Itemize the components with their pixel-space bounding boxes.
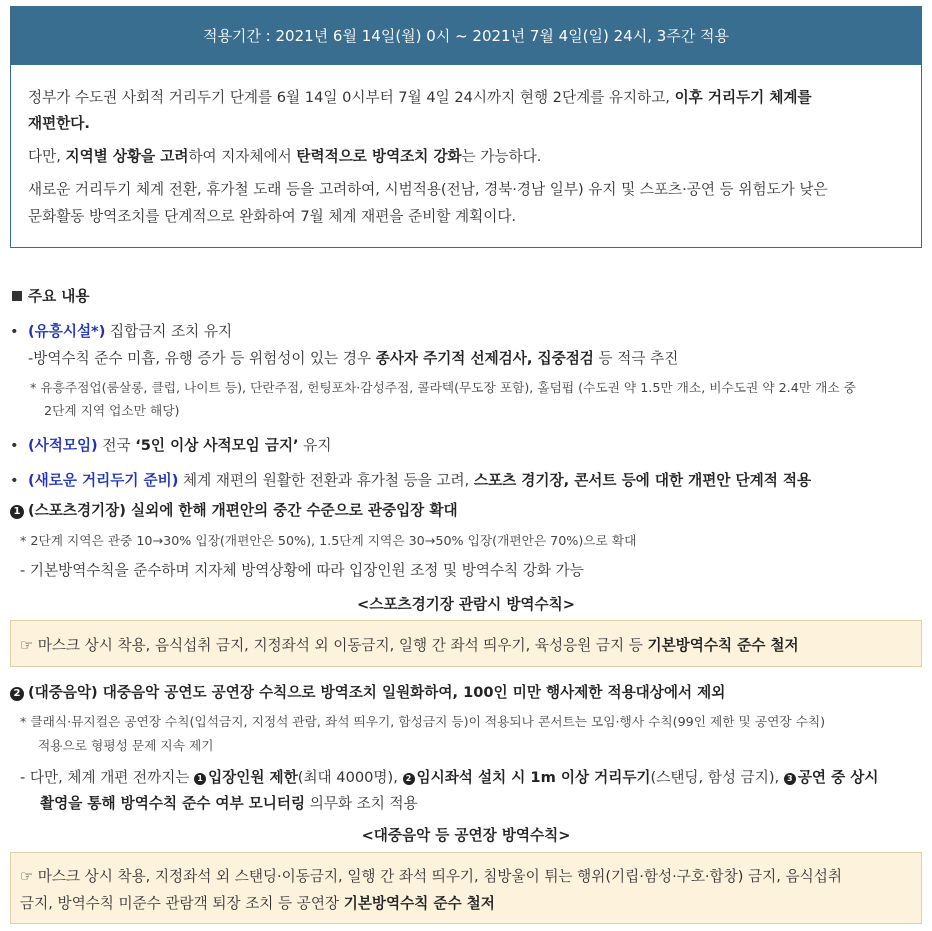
music-dash: - 다만, 체계 개편 전까지는 1 입장인원 제한(최대 4000명), 2 임시좌석 설치 시 1m 이상 거리두기(스탠딩, 함성 금지), 3 공연 중 상시	[20, 769, 879, 786]
number-2-icon: 2	[10, 687, 24, 701]
summary-paragraph-3: 새로운 거리두기 체계 전환, 휴가철 도래 등을 고려하여, 시범적용(전남, 경북·경남 일부) 유지 및 스포츠·공연 등 위험도가 낮은	[28, 181, 828, 198]
item-entertainment-note-cont: 2단계 지역 업소만 해당)	[44, 403, 180, 418]
music-rules-text: ☞ 마스크 상시 착용, 지정좌석 외 스탠딩·이동금지, 일행 간 좌석 띄우기, 침방울이 튀는 행위(기립·함성·구호·합창) 금지, 음식섭취	[20, 868, 842, 885]
item-entertainment-note: * 유흥주점업(룸살롱, 클럽, 나이트 등), 단란주점, 헌팅포차·감성주점, 콜라텍(무도장 포함), 홀덤펍 (수도권 약 1.5만 개소, 비수도권 약 2.4만 개소 중	[30, 380, 856, 395]
music-note-cont: 적용으로 형평성 문제 지속 제기	[38, 738, 214, 753]
number-3-small-icon: 3	[784, 773, 796, 785]
sports-heading: 1 (스포츠경기장) 실외에 한해 개편안의 중간 수준으로 관중입장 확대	[10, 499, 458, 520]
music-heading: 2 (대중음악) 대중음악 공연도 공연장 수칙으로 방역조치 일원화하여, 100인 미만 행사제한 적용대상에서 제외	[10, 681, 725, 702]
dot-bullet-icon: •	[10, 323, 19, 340]
summary-paragraph-3-cont: 문화활동 방역조치를 단계적으로 완화하여 7월 체계 재편을 준비할 계획이다.	[28, 208, 517, 225]
summary-paragraph-1-cont: 재편한다.	[28, 115, 90, 132]
sports-rules-text: ☞ 마스크 상시 착용, 음식섭취 금지, 지정좌석 외 이동금지, 일행 간 좌석 띄우기, 육성응원 금지 등 기본방역수칙 준수 철저	[20, 637, 799, 654]
period-text: 적용기간 : 2021년 6월 14일(월) 0시 ~ 2021년 7월 4일(일) 24시, 3주간 적용	[202, 27, 730, 45]
sports-note: * 2단계 지역은 관중 10→30% 입장(개편안은 50%), 1.5단계 지역은 30→50% 입장(개편안은 70%)으로 확대	[20, 533, 637, 548]
item-entertainment: • (유흥시설*) 집합금지 조치 유지	[10, 323, 233, 340]
number-2-small-icon: 2	[403, 773, 415, 785]
section-title: 주요 내용	[12, 285, 89, 306]
item-new-distancing: • (새로운 거리두기 준비) 체계 재편의 원활한 전환과 휴가철 등을 고려, 스포츠 경기장, 콘서트 등에 대한 개편안 단계적 적용	[10, 472, 812, 489]
summary-paragraph-2: 다만, 지역별 상황을 고려하여 지자체에서 탄력적으로 방역조치 강화는 가능하다.	[28, 148, 542, 165]
music-rules-box	[10, 852, 922, 924]
dot-bullet-icon: •	[10, 437, 19, 454]
sports-dash: - 기본방역수칙을 준수하며 지자체 방역상황에 따라 입장인원 조정 및 방역수칙 강화 가능	[20, 562, 584, 579]
music-rules-text-cont: 금지, 방역수칙 미준수 관람객 퇴장 조치 등 공연장 기본방역수칙 준수 철저	[20, 895, 495, 912]
number-1-icon: 1	[10, 505, 24, 519]
square-bullet-icon	[12, 291, 22, 301]
period-banner	[10, 6, 922, 65]
item-private-gathering: • (사적모임) 전국 ‘5인 이상 사적모임 금지’ 유지	[10, 437, 332, 454]
number-1-small-icon: 1	[194, 773, 206, 785]
music-box-title: <대중음악 등 공연장 방역수칙>	[361, 827, 571, 844]
summary-paragraph-1: 정부가 수도권 사회적 거리두기 단계를 6월 14일 0시부터 7월 4일 24시까지 현행 2단계를 유지하고, 이후 거리두기 체계를	[28, 89, 812, 106]
sports-box-title: <스포츠경기장 관람시 방역수칙>	[357, 596, 575, 613]
item-entertainment-sub: -방역수칙 준수 미흡, 유행 증가 등 위험성이 있는 경우 종사자 주기적 선제검사, 집중점검 등 적극 추진	[28, 350, 679, 367]
dot-bullet-icon: •	[10, 472, 19, 489]
music-dash-cont: 촬영을 통해 방역수칙 준수 여부 모니터링 의무화 조치 적용	[40, 795, 418, 812]
music-note: * 클래식·뮤지컬은 공연장 수칙(입석금지, 지정석 관람, 좌석 띄우기, 함성금지 등)이 적용되나 콘서트는 모임·행사 수칙(99인 제한 및 공연장 수칙)	[20, 714, 826, 729]
